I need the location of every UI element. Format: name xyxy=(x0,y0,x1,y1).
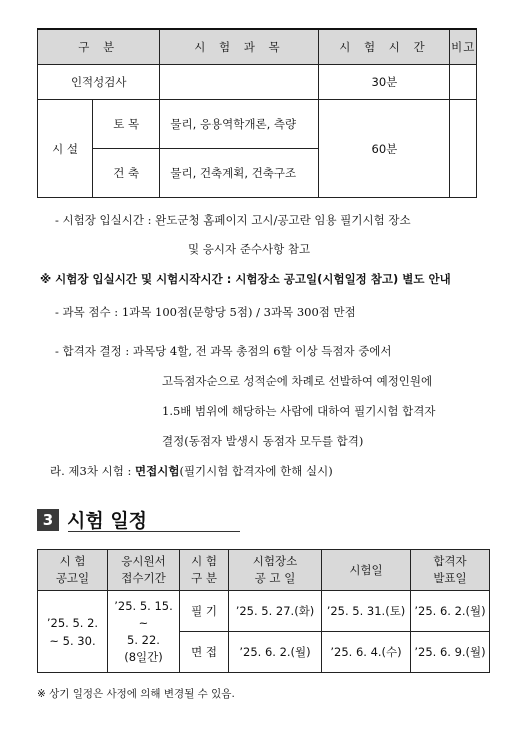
place-written: ’25. 5. 27.(화) xyxy=(229,591,322,632)
facility-time: 60분 xyxy=(319,100,450,198)
civil-subjects: 물리, 응용역학개론, 측량 xyxy=(160,100,319,149)
apply-period: ’25. 5. 15. ~ 5. 22. (8일간) xyxy=(108,591,180,673)
section-number: 3 xyxy=(37,509,59,531)
aptitude-remarks xyxy=(450,65,477,100)
header-time: 시 험 시 간 xyxy=(319,29,450,65)
stage3-note xyxy=(50,463,333,479)
entry-time-note-2: 및 응시자 준수사항 참고 xyxy=(188,242,311,256)
aptitude-label: 인적성검사 xyxy=(38,65,160,100)
schedule-table xyxy=(37,549,490,673)
header-type: 시 험 구 분 xyxy=(180,550,229,591)
header-category: 구 분 xyxy=(38,29,160,65)
score-note: - 과목 점수 : 1과목 100점(문항당 5점) / 3과목 300점 만점 xyxy=(55,305,356,319)
type-interview: 면 접 xyxy=(180,632,229,673)
arch-subjects: 물리, 건축계획, 건축구조 xyxy=(160,149,319,198)
type-written: 필 기 xyxy=(180,591,229,632)
stage3-suffix: (필기시험 합격자에 한해 실시) xyxy=(179,464,333,478)
header-subjects: 시 험 과 목 xyxy=(160,29,319,65)
header-exam-date: 시험일 xyxy=(322,550,411,591)
result-written: ’25. 6. 2.(월) xyxy=(411,591,490,632)
civil-label: 토 목 xyxy=(93,100,160,149)
result-interview: ’25. 6. 9.(월) xyxy=(411,632,490,673)
entry-time-note-1: - 시험장 입실시간 : 완도군청 홈페이지 고시/공고란 임용 필기시험 장소 xyxy=(55,213,411,227)
stage3-bold: 면접시험 xyxy=(135,464,180,478)
pass-note-2: 고득점자순으로 성적순에 차례로 선발하여 예정인원에 xyxy=(162,374,433,388)
arch-label: 건 축 xyxy=(93,149,160,198)
announce-period: ’25. 5. 2. ~ 5. 30. xyxy=(38,591,108,673)
place-interview: ’25. 6. 2.(월) xyxy=(229,632,322,673)
header-announce: 시 험 공고일 xyxy=(38,550,108,591)
facility-remarks xyxy=(450,100,477,198)
stage3-prefix: 라. 제3차 시험 : xyxy=(50,464,136,478)
aptitude-time: 30분 xyxy=(319,65,450,100)
header-apply: 응시원서 접수기간 xyxy=(108,550,180,591)
header-remarks: 비고 xyxy=(450,29,477,65)
aptitude-subjects xyxy=(160,65,319,100)
pass-note-4: 결정(동점자 발생시 동점자 모두를 합격) xyxy=(162,434,364,448)
pass-note-3: 1.5배 범위에 해당하는 사람에 대하여 필기시험 합격자 xyxy=(162,404,436,418)
entry-notice: ※ 시험장 입실시간 및 시험시작시간 : 시험장소 공고일(시험일정 참고) 별도 안내 xyxy=(40,272,451,286)
header-place: 시험장소 공 고 일 xyxy=(229,550,322,591)
header-result: 합격자 발표일 xyxy=(411,550,490,591)
exam-interview: ’25. 6. 4.(수) xyxy=(322,632,411,673)
section-title: 시험 일정 xyxy=(67,510,148,532)
section-heading xyxy=(37,506,147,533)
facility-group-label: 시 설 xyxy=(38,100,93,198)
exam-subject-table xyxy=(37,28,477,198)
exam-written: ’25. 5. 31.(토) xyxy=(322,591,411,632)
footnote: ※ 상기 일정은 사정에 의해 변경될 수 있음. xyxy=(37,688,235,700)
pass-note-1: - 합격자 결정 : 과목당 4할, 전 과목 총점의 6할 이상 득점자 중에서 xyxy=(55,344,392,358)
section-underline xyxy=(68,531,240,532)
